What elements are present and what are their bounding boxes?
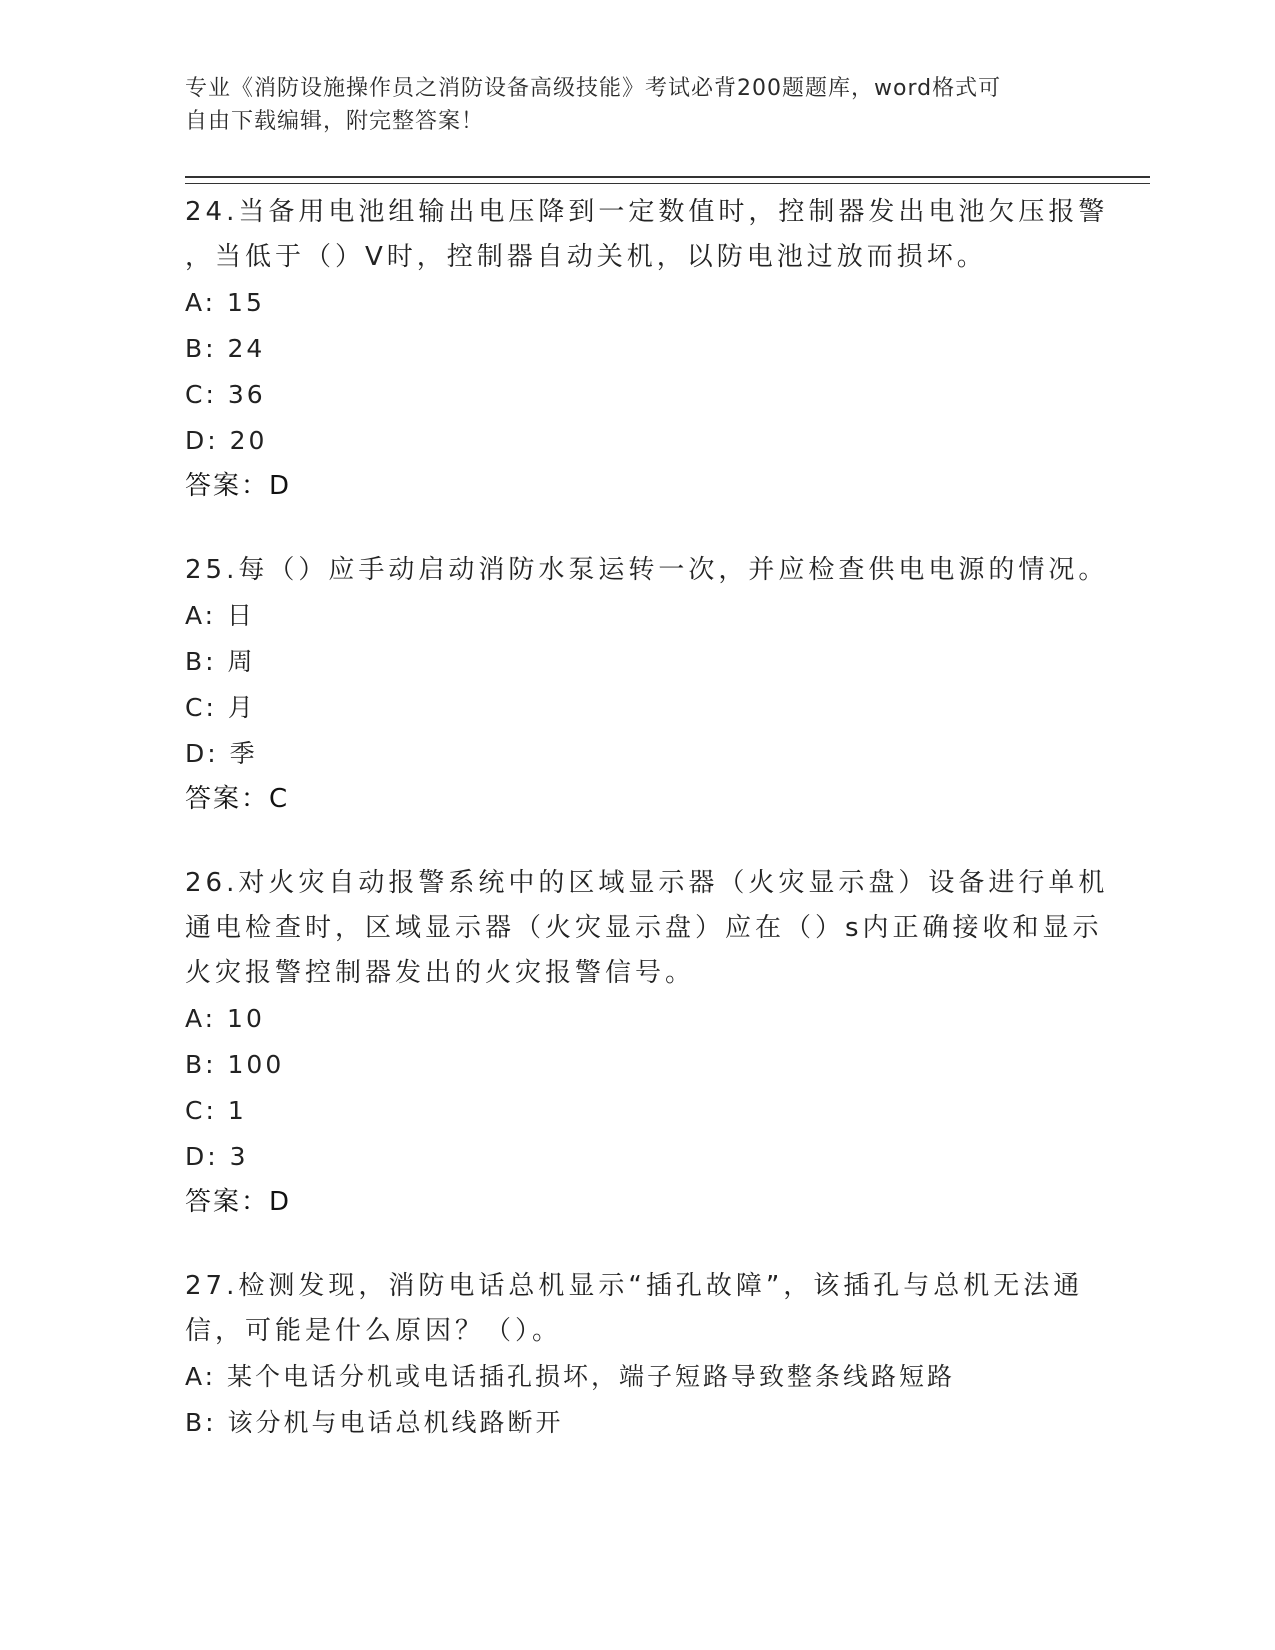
answer-label: 答案：C <box>185 784 290 814</box>
question-text: ，当低于（）V时，控制器自动关机，以防电池过放而损坏。 <box>185 242 987 272</box>
question-list <box>185 190 1109 1486</box>
option-d: D: 季 <box>185 739 258 768</box>
option-a: A: 某个电话分机或电话插孔损坏，端子短路导致整条线路短路 <box>185 1362 956 1391</box>
question-text: 25.每（）应手动启动消防水泵运转一次，并应检查供电电源的情况。 <box>185 555 1109 585</box>
question-text: 26.对火灾自动报警系统中的区域显示器（火灾显示盘）设备进行单机 <box>185 868 1109 898</box>
question-text: 24.当备用电池组输出电压降到一定数值时，控制器发出电池欠压报警 <box>185 197 1109 227</box>
question-24 <box>185 190 1109 508</box>
question-26 <box>185 861 1109 1224</box>
option-b: B: 100 <box>185 1050 285 1079</box>
option-b: B: 周 <box>185 647 256 676</box>
header-divider-thin <box>185 183 1150 184</box>
header-divider-thick <box>185 176 1150 178</box>
option-a: A: 日 <box>185 601 256 630</box>
option-a: A: 10 <box>185 1004 265 1033</box>
question-text: 火灾报警控制器发出的火灾报警信号。 <box>185 958 696 988</box>
question-text: 通电检查时，区域显示器（火灾显示盘）应在（）s内正确接收和显示 <box>185 913 1103 943</box>
option-c: C: 36 <box>185 380 266 409</box>
option-b: B: 该分机与电话总机线路断开 <box>185 1408 564 1437</box>
option-c: C: 1 <box>185 1096 247 1125</box>
question-25 <box>185 548 1109 821</box>
option-b: B: 24 <box>185 334 266 363</box>
option-c: C: 月 <box>185 693 256 722</box>
header-line-2: 自由下载编辑，附完整答案！ <box>185 109 485 134</box>
header-line-1: 专业《消防设施操作员之消防设备高级技能》考试必背200题题库，word格式可 <box>185 76 1002 101</box>
answer-label: 答案：D <box>185 1187 292 1217</box>
option-a: A: 15 <box>185 288 265 317</box>
answer-label: 答案：D <box>185 471 292 501</box>
option-d: D: 20 <box>185 426 268 455</box>
document-header <box>185 72 1085 138</box>
option-d: D: 3 <box>185 1142 249 1171</box>
question-text: 27.检测发现，消防电话总机显示“插孔故障”，该插孔与总机无法通 <box>185 1271 1084 1301</box>
question-27 <box>185 1264 1085 1446</box>
question-text: 信，可能是什么原因？（）。 <box>185 1316 563 1346</box>
